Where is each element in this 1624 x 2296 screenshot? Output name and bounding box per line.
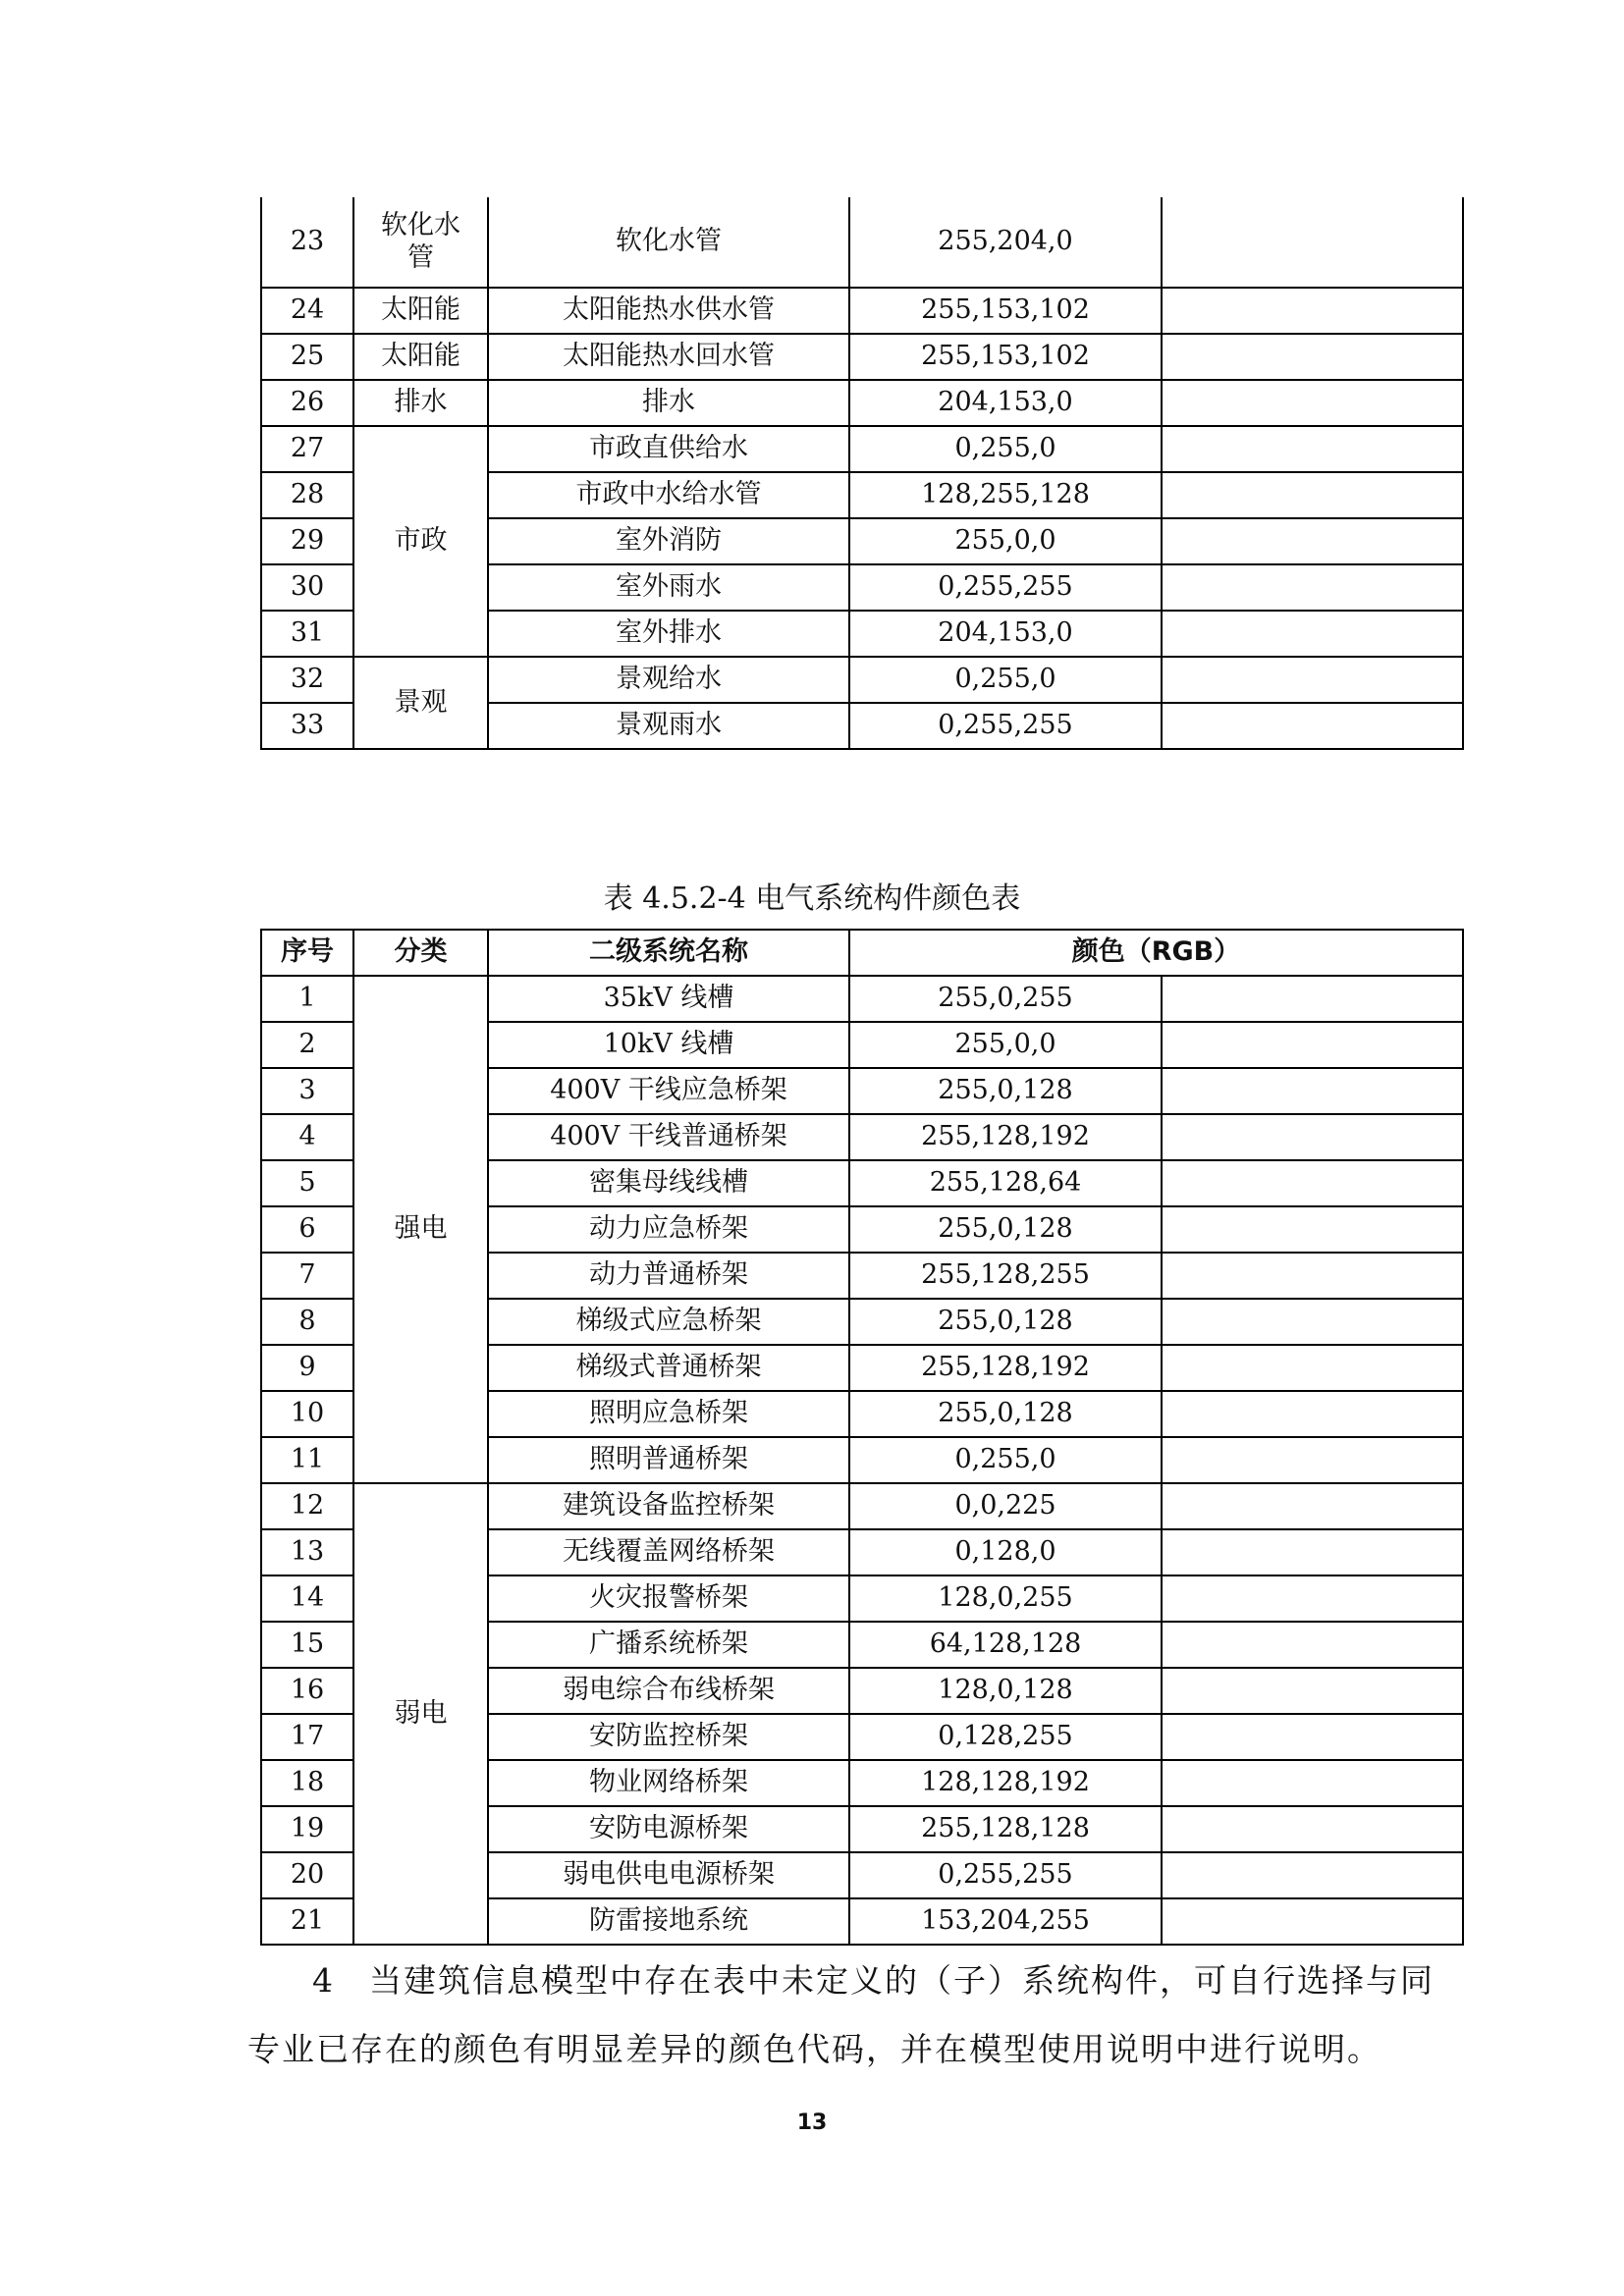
row-number: 20 — [261, 1852, 353, 1898]
row-number: 6 — [261, 1206, 353, 1253]
color-swatch — [1162, 703, 1463, 749]
color-swatch — [1162, 197, 1463, 288]
row-number: 24 — [261, 288, 353, 334]
color-swatch — [1162, 1391, 1463, 1437]
paragraph-line-1: 4 当建筑信息模型中存在表中未定义的（子）系统构件，可自行选择与同 — [312, 1961, 1435, 2000]
rgb-value: 255,128,192 — [849, 1114, 1162, 1160]
rgb-value: 255,153,102 — [849, 288, 1162, 334]
rgb-value: 255,128,255 — [849, 1253, 1162, 1299]
rgb-value: 255,0,128 — [849, 1206, 1162, 1253]
color-swatch — [1162, 1253, 1463, 1299]
table-row — [261, 426, 1463, 472]
row-number: 31 — [261, 611, 353, 657]
row-number: 15 — [261, 1622, 353, 1668]
rgb-value: 64,128,128 — [849, 1622, 1162, 1668]
row-number: 10 — [261, 1391, 353, 1437]
color-swatch — [1162, 1022, 1463, 1068]
rgb-value: 255,0,255 — [849, 976, 1162, 1022]
system-name: 安防监控桥架 — [488, 1714, 849, 1760]
rgb-value: 255,128,64 — [849, 1160, 1162, 1206]
row-number: 2 — [261, 1022, 353, 1068]
header-system-name: 二级系统名称 — [488, 930, 849, 976]
system-name: 室外雨水 — [488, 564, 849, 611]
color-swatch — [1162, 1575, 1463, 1622]
row-number: 12 — [261, 1483, 353, 1529]
rgb-value: 255,153,102 — [849, 334, 1162, 380]
color-swatch — [1162, 518, 1463, 564]
table-row — [261, 976, 1463, 1022]
row-number: 28 — [261, 472, 353, 518]
system-name: 防雷接地系统 — [488, 1898, 849, 1945]
rgb-value: 255,0,128 — [849, 1299, 1162, 1345]
color-swatch — [1162, 1483, 1463, 1529]
system-name: 景观给水 — [488, 657, 849, 703]
color-swatch — [1162, 1760, 1463, 1806]
system-name: 照明普通桥架 — [488, 1437, 849, 1483]
system-name: 太阳能热水回水管 — [488, 334, 849, 380]
system-name: 室外排水 — [488, 611, 849, 657]
color-swatch — [1162, 564, 1463, 611]
system-name: 物业网络桥架 — [488, 1760, 849, 1806]
header-number: 序号 — [261, 930, 353, 976]
system-name: 室外消防 — [488, 518, 849, 564]
table-row — [261, 197, 1463, 288]
paragraph-line-2: 专业已存在的颜色有明显差异的颜色代码，并在模型使用说明中进行说明。 — [247, 2030, 1381, 2068]
row-number: 16 — [261, 1668, 353, 1714]
row-number: 27 — [261, 426, 353, 472]
rgb-value: 255,0,0 — [849, 1022, 1162, 1068]
system-name: 市政中水给水管 — [488, 472, 849, 518]
color-swatch — [1162, 611, 1463, 657]
color-swatch — [1162, 380, 1463, 426]
table-row — [261, 288, 1463, 334]
category: 太阳能 — [353, 288, 488, 334]
color-swatch — [1162, 1437, 1463, 1483]
rgb-value: 255,128,192 — [849, 1345, 1162, 1391]
color-swatch — [1162, 1622, 1463, 1668]
system-name: 安防电源桥架 — [488, 1806, 849, 1852]
system-name: 照明应急桥架 — [488, 1391, 849, 1437]
color-swatch — [1162, 1898, 1463, 1945]
color-swatch — [1162, 426, 1463, 472]
color-swatch — [1162, 976, 1463, 1022]
rgb-value: 0,255,0 — [849, 426, 1162, 472]
system-name: 弱电供电电源桥架 — [488, 1852, 849, 1898]
system-name: 景观雨水 — [488, 703, 849, 749]
system-name: 排水 — [488, 380, 849, 426]
rgb-value: 255,0,128 — [849, 1391, 1162, 1437]
system-name: 太阳能热水供水管 — [488, 288, 849, 334]
system-name: 软化水管 — [488, 197, 849, 288]
category: 强电 — [353, 976, 488, 1483]
color-swatch — [1162, 472, 1463, 518]
row-number: 1 — [261, 976, 353, 1022]
rgb-value: 255,0,0 — [849, 518, 1162, 564]
color-swatch — [1162, 334, 1463, 380]
system-name: 密集母线线槽 — [488, 1160, 849, 1206]
color-swatch — [1162, 1160, 1463, 1206]
rgb-value: 128,0,128 — [849, 1668, 1162, 1714]
row-number: 4 — [261, 1114, 353, 1160]
system-name: 弱电综合布线桥架 — [488, 1668, 849, 1714]
table-row — [261, 380, 1463, 426]
rgb-value: 0,255,255 — [849, 1852, 1162, 1898]
header-category: 分类 — [353, 930, 488, 976]
row-number: 19 — [261, 1806, 353, 1852]
system-name: 400V 干线应急桥架 — [488, 1068, 849, 1114]
electrical-color-table — [260, 929, 1464, 1946]
system-name: 梯级式普通桥架 — [488, 1345, 849, 1391]
color-swatch — [1162, 288, 1463, 334]
table-row — [261, 334, 1463, 380]
table-row — [261, 1483, 1463, 1529]
rgb-value: 0,0,225 — [849, 1483, 1162, 1529]
row-number: 26 — [261, 380, 353, 426]
color-swatch — [1162, 657, 1463, 703]
row-number: 29 — [261, 518, 353, 564]
rgb-value: 153,204,255 — [849, 1898, 1162, 1945]
system-name: 市政直供给水 — [488, 426, 849, 472]
row-number: 18 — [261, 1760, 353, 1806]
table-caption: 表 4.5.2-4 电气系统构件颜色表 — [603, 881, 1021, 916]
rgb-value: 255,128,128 — [849, 1806, 1162, 1852]
water-color-table — [260, 197, 1464, 750]
row-number: 25 — [261, 334, 353, 380]
rgb-value: 255,0,128 — [849, 1068, 1162, 1114]
color-swatch — [1162, 1529, 1463, 1575]
row-number: 8 — [261, 1299, 353, 1345]
row-number: 30 — [261, 564, 353, 611]
system-name: 无线覆盖网络桥架 — [488, 1529, 849, 1575]
rgb-value: 0,128,255 — [849, 1714, 1162, 1760]
row-number: 32 — [261, 657, 353, 703]
rgb-value: 0,255,255 — [849, 703, 1162, 749]
row-number: 11 — [261, 1437, 353, 1483]
row-number: 23 — [261, 197, 353, 288]
color-swatch — [1162, 1668, 1463, 1714]
system-name: 动力普通桥架 — [488, 1253, 849, 1299]
rgb-value: 0,255,0 — [849, 657, 1162, 703]
rgb-value: 0,255,255 — [849, 564, 1162, 611]
color-swatch — [1162, 1299, 1463, 1345]
row-number: 14 — [261, 1575, 353, 1622]
rgb-value: 128,255,128 — [849, 472, 1162, 518]
row-number: 17 — [261, 1714, 353, 1760]
rgb-value: 255,204,0 — [849, 197, 1162, 288]
category: 排水 — [353, 380, 488, 426]
color-swatch — [1162, 1206, 1463, 1253]
table-header-row — [261, 930, 1463, 976]
system-name: 400V 干线普通桥架 — [488, 1114, 849, 1160]
color-swatch — [1162, 1852, 1463, 1898]
category: 软化水管 — [353, 197, 488, 288]
page-number: 13 — [796, 2110, 828, 2135]
rgb-value: 0,128,0 — [849, 1529, 1162, 1575]
system-name: 动力应急桥架 — [488, 1206, 849, 1253]
category: 太阳能 — [353, 334, 488, 380]
system-name: 35kV 线槽 — [488, 976, 849, 1022]
color-swatch — [1162, 1114, 1463, 1160]
table-row — [261, 657, 1463, 703]
system-name: 广播系统桥架 — [488, 1622, 849, 1668]
system-name: 梯级式应急桥架 — [488, 1299, 849, 1345]
color-swatch — [1162, 1068, 1463, 1114]
system-name: 建筑设备监控桥架 — [488, 1483, 849, 1529]
row-number: 9 — [261, 1345, 353, 1391]
color-swatch — [1162, 1345, 1463, 1391]
rgb-value: 128,0,255 — [849, 1575, 1162, 1622]
row-number: 7 — [261, 1253, 353, 1299]
category: 市政 — [353, 426, 488, 657]
row-number: 21 — [261, 1898, 353, 1945]
rgb-value: 128,128,192 — [849, 1760, 1162, 1806]
rgb-value: 0,255,0 — [849, 1437, 1162, 1483]
row-number: 33 — [261, 703, 353, 749]
system-name: 10kV 线槽 — [488, 1022, 849, 1068]
system-name: 火灾报警桥架 — [488, 1575, 849, 1622]
row-number: 3 — [261, 1068, 353, 1114]
row-number: 13 — [261, 1529, 353, 1575]
color-swatch — [1162, 1806, 1463, 1852]
category: 景观 — [353, 657, 488, 749]
row-number: 5 — [261, 1160, 353, 1206]
rgb-value: 204,153,0 — [849, 380, 1162, 426]
color-swatch — [1162, 1714, 1463, 1760]
category: 弱电 — [353, 1483, 488, 1945]
rgb-value: 204,153,0 — [849, 611, 1162, 657]
header-color: 颜色（RGB） — [849, 930, 1463, 976]
